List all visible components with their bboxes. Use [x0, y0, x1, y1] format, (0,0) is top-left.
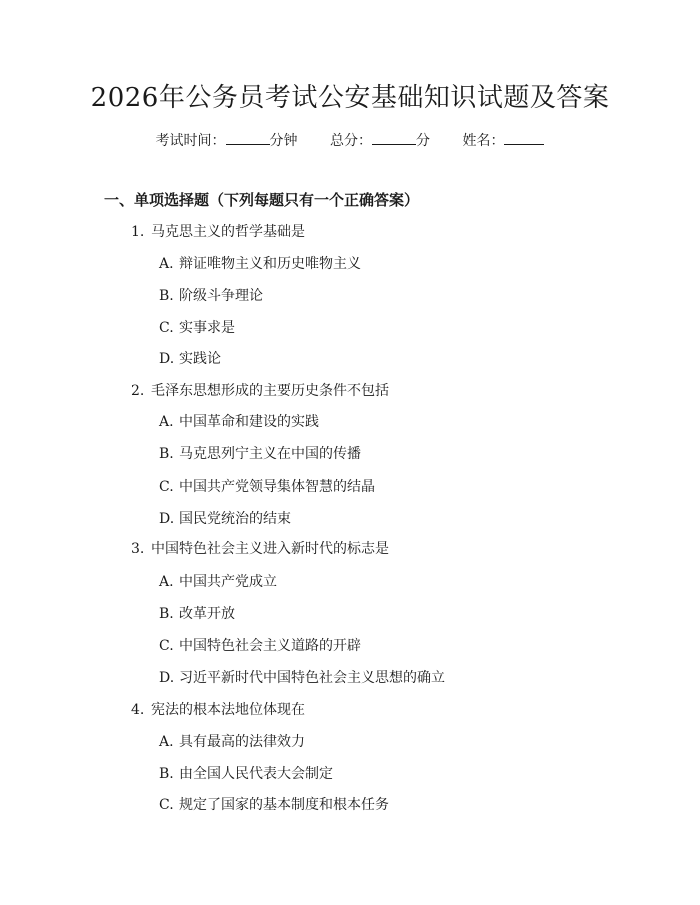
- option-text: 习近平新时代中国特色社会主义思想的确立: [179, 670, 445, 686]
- option-text: 中国共产党成立: [179, 574, 277, 590]
- option-letter: B.: [159, 766, 174, 782]
- exam-meta-line: [0, 130, 700, 152]
- total-score-field: [330, 130, 430, 152]
- option-letter: B.: [159, 446, 174, 462]
- name-field: [462, 130, 544, 152]
- option-text: 阶级斗争理论: [179, 288, 263, 304]
- question-2-option-c[interactable]: [159, 476, 375, 498]
- question-2-option-a[interactable]: [159, 411, 319, 433]
- question-2-option-d[interactable]: [159, 508, 291, 530]
- question-1-option-a[interactable]: [159, 253, 361, 275]
- option-letter: C.: [159, 320, 174, 336]
- option-text: 中国特色社会主义道路的开辟: [179, 638, 361, 654]
- question-3-option-a[interactable]: [159, 571, 277, 593]
- question-text: 马克思主义的哲学基础是: [151, 224, 305, 240]
- total-score-unit: 分: [416, 133, 430, 149]
- option-text: 马克思列宁主义在中国的传播: [179, 446, 361, 462]
- option-text: 中国革命和建设的实践: [179, 414, 319, 430]
- option-text: 由全国人民代表大会制定: [179, 766, 333, 782]
- option-letter: D.: [159, 670, 175, 686]
- option-letter: C.: [159, 797, 174, 813]
- question-1-option-c[interactable]: [159, 317, 235, 339]
- question-text: 宪法的根本法地位体现在: [151, 702, 305, 718]
- question-1-option-b[interactable]: [159, 285, 263, 307]
- exam-time-field: [156, 130, 298, 152]
- exam-time-label: 考试时间：: [155, 133, 226, 149]
- question-3: [131, 538, 389, 560]
- question-3-option-b[interactable]: [159, 603, 235, 625]
- option-text: 辩证唯物主义和历史唯物主义: [179, 256, 361, 272]
- document-title: 2026年公务员考试公安基础知识试题及答案: [90, 83, 610, 113]
- name-label: 姓名：: [462, 133, 505, 149]
- option-letter: A.: [159, 414, 174, 430]
- question-2-option-b[interactable]: [159, 443, 361, 465]
- exam-time-unit: 分钟: [269, 133, 298, 149]
- question-number: 2.: [131, 383, 145, 399]
- total-score-label: 总分：: [330, 133, 372, 149]
- question-number: 4.: [131, 702, 145, 718]
- option-letter: D.: [159, 351, 175, 367]
- question-3-option-d[interactable]: [159, 667, 445, 689]
- option-text: 实践论: [179, 351, 221, 367]
- question-4-option-c[interactable]: [159, 794, 389, 816]
- option-letter: B.: [159, 606, 174, 622]
- section-title: 一、单项选择题（下列每题只有一个正确答案）: [104, 191, 420, 209]
- option-letter: A.: [159, 734, 174, 750]
- question-text: 毛泽东思想形成的主要历史条件不包括: [151, 383, 389, 399]
- total-score-blank[interactable]: [372, 130, 416, 145]
- option-text: 规定了国家的基本制度和根本任务: [179, 797, 389, 813]
- option-letter: A.: [159, 574, 174, 590]
- option-text: 国民党统治的结束: [179, 511, 291, 527]
- option-letter: D.: [159, 511, 175, 527]
- question-number: 3.: [131, 541, 145, 557]
- question-4: [131, 699, 305, 721]
- question-number: 1.: [131, 224, 145, 240]
- option-text: 改革开放: [179, 606, 235, 622]
- option-letter: A.: [159, 256, 174, 272]
- option-letter: C.: [159, 479, 174, 495]
- question-2: [131, 380, 389, 402]
- option-text: 具有最高的法律效力: [179, 734, 305, 750]
- question-1: [131, 221, 305, 243]
- name-blank[interactable]: [504, 130, 544, 145]
- question-3-option-c[interactable]: [159, 635, 361, 657]
- option-text: 中国共产党领导集体智慧的结晶: [179, 479, 375, 495]
- question-4-option-b[interactable]: [159, 763, 333, 785]
- option-text: 实事求是: [179, 320, 235, 336]
- question-text: 中国特色社会主义进入新时代的标志是: [151, 541, 389, 557]
- option-letter: B.: [159, 288, 174, 304]
- option-letter: C.: [159, 638, 174, 654]
- exam-time-blank[interactable]: [226, 130, 270, 145]
- question-1-option-d[interactable]: [159, 348, 221, 370]
- question-4-option-a[interactable]: [159, 731, 305, 753]
